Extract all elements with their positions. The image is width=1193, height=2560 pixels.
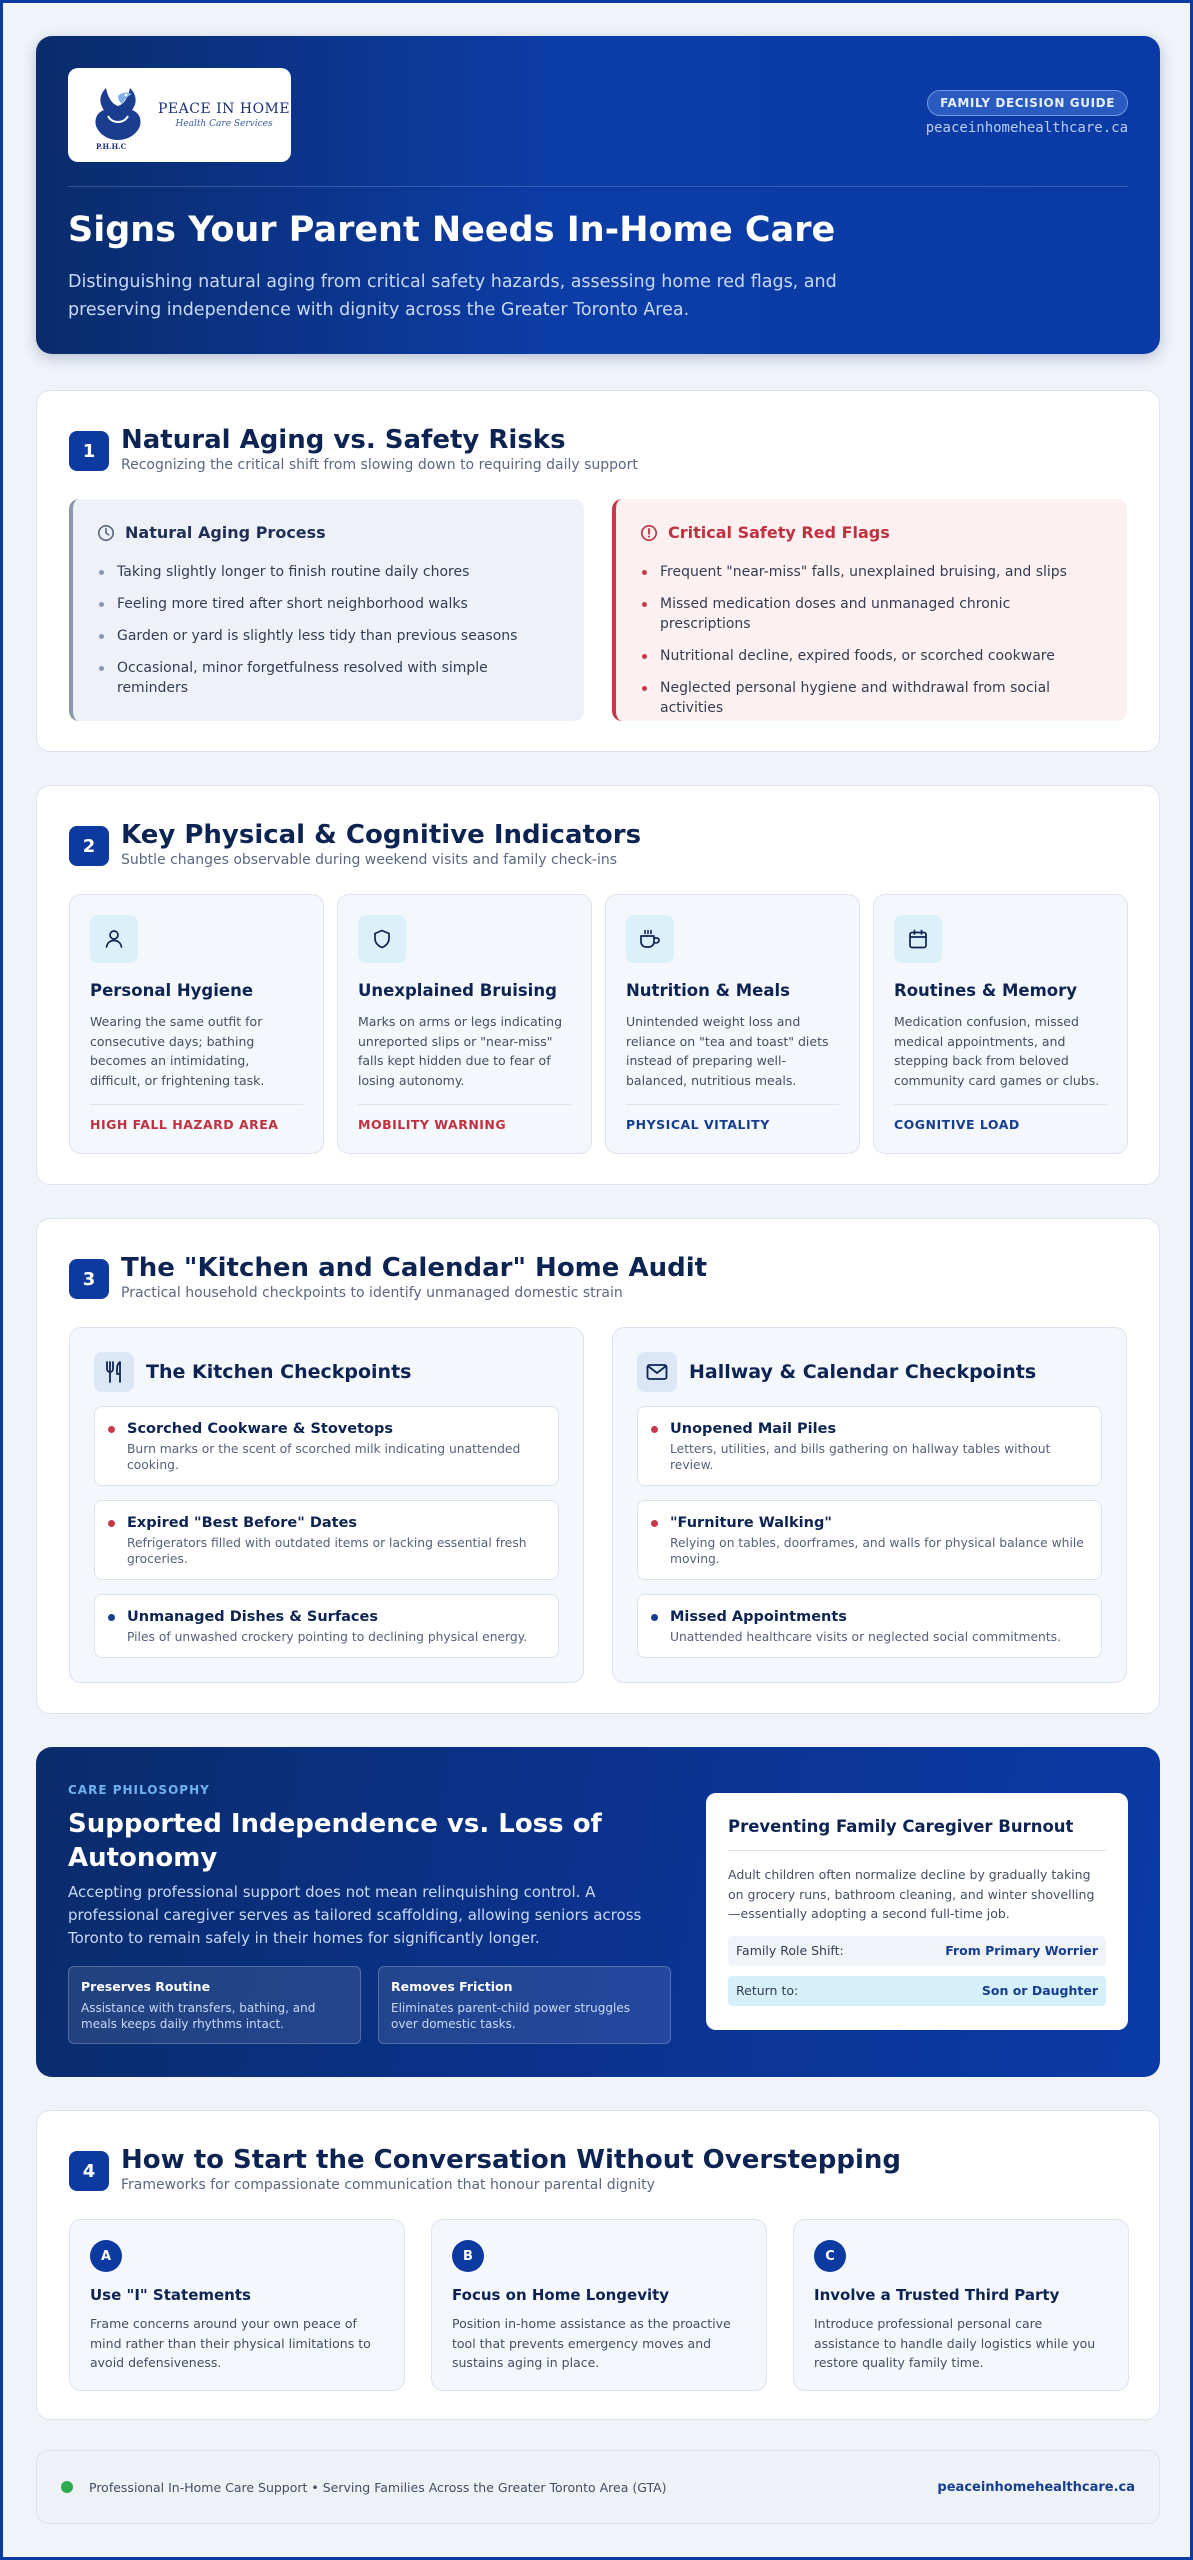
footer-url[interactable]: peaceinhomehealthcare.ca xyxy=(937,2479,1135,2495)
checkpoint-text: Unattended healthcare visits or neglected social commitments. xyxy=(670,1630,1061,1644)
natural-aging-title: Natural Aging Process xyxy=(125,523,326,542)
feature-box xyxy=(68,1966,361,2044)
logo-name: PEACE IN HOME xyxy=(158,101,291,117)
step-badge: A xyxy=(90,2240,122,2272)
checkpoint-text: Piles of unwashed crockery pointing to declining physical energy. xyxy=(127,1630,528,1644)
logo-initials: P.H.H.C xyxy=(96,142,127,151)
kitchen-checkpoints xyxy=(69,1327,584,1683)
checkpoint-item xyxy=(94,1406,559,1486)
checkpoint-title: Unmanaged Dishes & Surfaces xyxy=(127,1609,378,1625)
conversation-card xyxy=(69,2219,405,2391)
header-divider xyxy=(68,186,1128,187)
section-natural-aging xyxy=(36,390,1160,752)
calendar-checkpoints xyxy=(612,1327,1127,1683)
checkpoint-text: Burn marks or the scent of scorched milk indicating unattended cooking. xyxy=(127,1442,521,1472)
checkpoint-title: Expired "Best Before" Dates xyxy=(127,1515,358,1531)
page-subtitle: Distinguishing natural aging from critical safety hazards, assessing home red flags, and preserving independence with dignity across the Greater Toronto Area. xyxy=(68,272,837,320)
clock-icon xyxy=(97,524,115,542)
shield-icon xyxy=(371,928,393,950)
section-title: Key Physical & Cognitive Indicators xyxy=(121,820,642,850)
feature-text: Eliminates parent-child power struggles over domestic tasks. xyxy=(391,2001,630,2031)
indicator-text: Wearing the same outfit for consecutive days; bathing becomes an intimidating, difficult, or frightening task. xyxy=(90,1014,265,1088)
kitchen-title: The Kitchen Checkpoints xyxy=(146,1361,412,1383)
burnout-title: Preventing Family Caregiver Burnout xyxy=(728,1817,1074,1836)
conversation-text: Introduce professional personal care assistance to handle daily logistics while you restore quality family time. xyxy=(814,2316,1096,2370)
row-label: Return to: xyxy=(736,1983,799,1998)
burnout-text: Adult children often normalize decline by gradually taking on grocery runs, bathroom cleaning, and winter shovelling—essentially adopting a second full-time job. xyxy=(728,1867,1095,1921)
section-indicators xyxy=(36,785,1160,1185)
row-value: Son or Daughter xyxy=(981,1983,1098,1998)
conversation-text: Position in-home assistance as the proactive tool that prevents emergency moves and sustains aging in place. xyxy=(452,2316,731,2370)
natural-aging-box xyxy=(69,499,584,721)
indicator-tag: PHYSICAL VITALITY xyxy=(626,1117,770,1132)
red-flags-box xyxy=(612,499,1127,721)
indicator-card-nutrition xyxy=(605,894,860,1154)
indicator-text: Marks on arms or legs indicating unreported slips or "near-miss" falls kept hidden due to fear of losing autonomy. xyxy=(358,1014,563,1088)
row-value: From Primary Worrier xyxy=(945,1943,1098,1958)
feature-box xyxy=(378,1966,671,2044)
indicator-title: Nutrition & Meals xyxy=(626,981,790,1000)
indicator-text: Medication confusion, missed medical appointments, and stepping back from beloved community card games or clubs. xyxy=(894,1014,1100,1088)
indicator-text: Unintended weight loss and reliance on "tea and toast" diets instead of preparing well-balanced, nutritious meals. xyxy=(626,1014,829,1088)
conversation-card xyxy=(793,2219,1129,2391)
checkpoint-item xyxy=(637,1406,1102,1486)
hero-header xyxy=(36,36,1160,354)
checkpoint-text: Refrigerators filled with outdated items or lacking essential fresh groceries. xyxy=(127,1536,527,1566)
list-item: Occasional, minor forgetfulness resolved with simple reminders xyxy=(97,658,560,698)
checkpoint-item xyxy=(637,1594,1102,1658)
care-philosophy-panel xyxy=(36,1747,1160,2077)
section-subtitle: Practical household checkpoints to identify unmanaged domestic strain xyxy=(121,1285,623,1301)
alert-circle-icon xyxy=(640,524,658,542)
checkpoint-title: "Furniture Walking" xyxy=(670,1515,832,1531)
conversation-title: Use "I" Statements xyxy=(90,2286,251,2304)
return-to-row xyxy=(728,1976,1106,2006)
footer xyxy=(36,2450,1160,2524)
list-item: Garden or yard is slightly less tidy than previous seasons xyxy=(97,626,560,646)
checkpoint-title: Unopened Mail Piles xyxy=(670,1421,837,1437)
indicator-title: Unexplained Bruising xyxy=(358,981,557,1000)
mail-icon xyxy=(645,1361,669,1383)
section-number: 3 xyxy=(69,1259,109,1299)
checkpoint-item xyxy=(94,1500,559,1580)
checkpoint-title: Missed Appointments xyxy=(670,1609,847,1625)
indicator-tag: HIGH FALL HAZARD AREA xyxy=(90,1117,279,1132)
page xyxy=(36,36,1160,2495)
checkpoint-text: Relying on tables, doorframes, and walls for physical balance while moving. xyxy=(670,1536,1084,1566)
checkpoint-item xyxy=(637,1500,1102,1580)
conversation-card xyxy=(431,2219,767,2391)
section-subtitle: Frameworks for compassionate communication that honour parental dignity xyxy=(121,2177,655,2193)
checkpoint-title: Scorched Cookware & Stovetops xyxy=(127,1421,393,1437)
indicator-title: Personal Hygiene xyxy=(90,981,254,1000)
section-subtitle: Recognizing the critical shift from slowing down to requiring daily support xyxy=(121,457,638,473)
indicator-card-memory xyxy=(873,894,1128,1154)
logo-tagline: Health Care Services xyxy=(175,119,273,129)
list-item: Nutritional decline, expired foods, or scorched cookware xyxy=(640,646,1103,666)
section-title: Natural Aging vs. Safety Risks xyxy=(121,425,566,455)
step-badge: C xyxy=(814,2240,846,2272)
list-item: Missed medication doses and unmanaged chronic prescriptions xyxy=(640,594,1103,634)
utensils-icon xyxy=(103,1360,125,1384)
indicator-card-hygiene xyxy=(69,894,324,1154)
checkpoint-item xyxy=(94,1594,559,1658)
guide-badge: FAMILY DECISION GUIDE xyxy=(927,90,1128,116)
calendar-title: Hallway & Calendar Checkpoints xyxy=(689,1361,1037,1383)
checkpoint-text: Letters, utilities, and bills gathering on hallway tables without review. xyxy=(670,1442,1051,1472)
row-label: Family Role Shift: xyxy=(736,1943,844,1958)
page-title: Signs Your Parent Needs In-Home Care xyxy=(68,210,836,250)
status-dot-icon xyxy=(61,2481,73,2493)
indicator-title: Routines & Memory xyxy=(894,981,1077,1000)
step-badge: B xyxy=(452,2240,484,2272)
role-shift-row xyxy=(728,1936,1106,1966)
logo xyxy=(68,68,291,162)
conversation-title: Involve a Trusted Third Party xyxy=(814,2286,1060,2304)
list-item: Taking slightly longer to finish routine daily chores xyxy=(97,562,560,582)
conversation-title: Focus on Home Longevity xyxy=(452,2286,670,2304)
indicator-tag: MOBILITY WARNING xyxy=(358,1117,507,1132)
header-url[interactable]: peaceinhomehealthcare.ca xyxy=(925,120,1128,136)
philosophy-title: Supported Independence vs. Loss of Autonomy xyxy=(68,1809,602,1873)
red-flags-title: Critical Safety Red Flags xyxy=(668,523,890,542)
list-item: Neglected personal hygiene and withdrawal from social activities xyxy=(640,678,1103,718)
list-item: Frequent "near-miss" falls, unexplained bruising, and slips xyxy=(640,562,1103,582)
dove-hands-logo-icon xyxy=(88,80,148,150)
philosophy-body: Accepting professional support does not mean relinquishing control. A professional caregiver serves as tailored scaffolding, allowing seniors across Toronto to remain safely in their homes for significantly longer. xyxy=(68,1883,642,1947)
indicator-tag: COGNITIVE LOAD xyxy=(894,1117,1020,1132)
person-icon xyxy=(103,928,125,950)
feature-text: Assistance with transfers, bathing, and meals keeps daily rhythms intact. xyxy=(81,2001,316,2031)
section-number: 2 xyxy=(69,826,109,866)
section-conversation xyxy=(36,2110,1160,2420)
calendar-icon xyxy=(907,928,929,950)
indicator-card-bruising xyxy=(337,894,592,1154)
section-number: 1 xyxy=(69,431,109,471)
section-number: 4 xyxy=(69,2151,109,2191)
cup-icon xyxy=(638,928,662,950)
footer-text: Professional In-Home Care Support • Serving Families Across the Greater Toronto Area (GTA) xyxy=(89,2479,667,2495)
section-subtitle: Subtle changes observable during weekend visits and family check-ins xyxy=(121,852,618,868)
feature-title: Preserves Routine xyxy=(81,1979,211,1994)
section-title: How to Start the Conversation Without Overstepping xyxy=(121,2145,901,2175)
conversation-text: Frame concerns around your own peace of mind rather than their physical limitations to avoid defensiveness. xyxy=(90,2316,371,2370)
burnout-card xyxy=(706,1793,1128,2030)
section-title: The "Kitchen and Calendar" Home Audit xyxy=(121,1253,708,1283)
section-home-audit xyxy=(36,1218,1160,1714)
list-item: Feeling more tired after short neighborhood walks xyxy=(97,594,560,614)
feature-title: Removes Friction xyxy=(391,1979,513,1994)
philosophy-eyebrow: CARE PHILOSOPHY xyxy=(68,1783,210,1797)
